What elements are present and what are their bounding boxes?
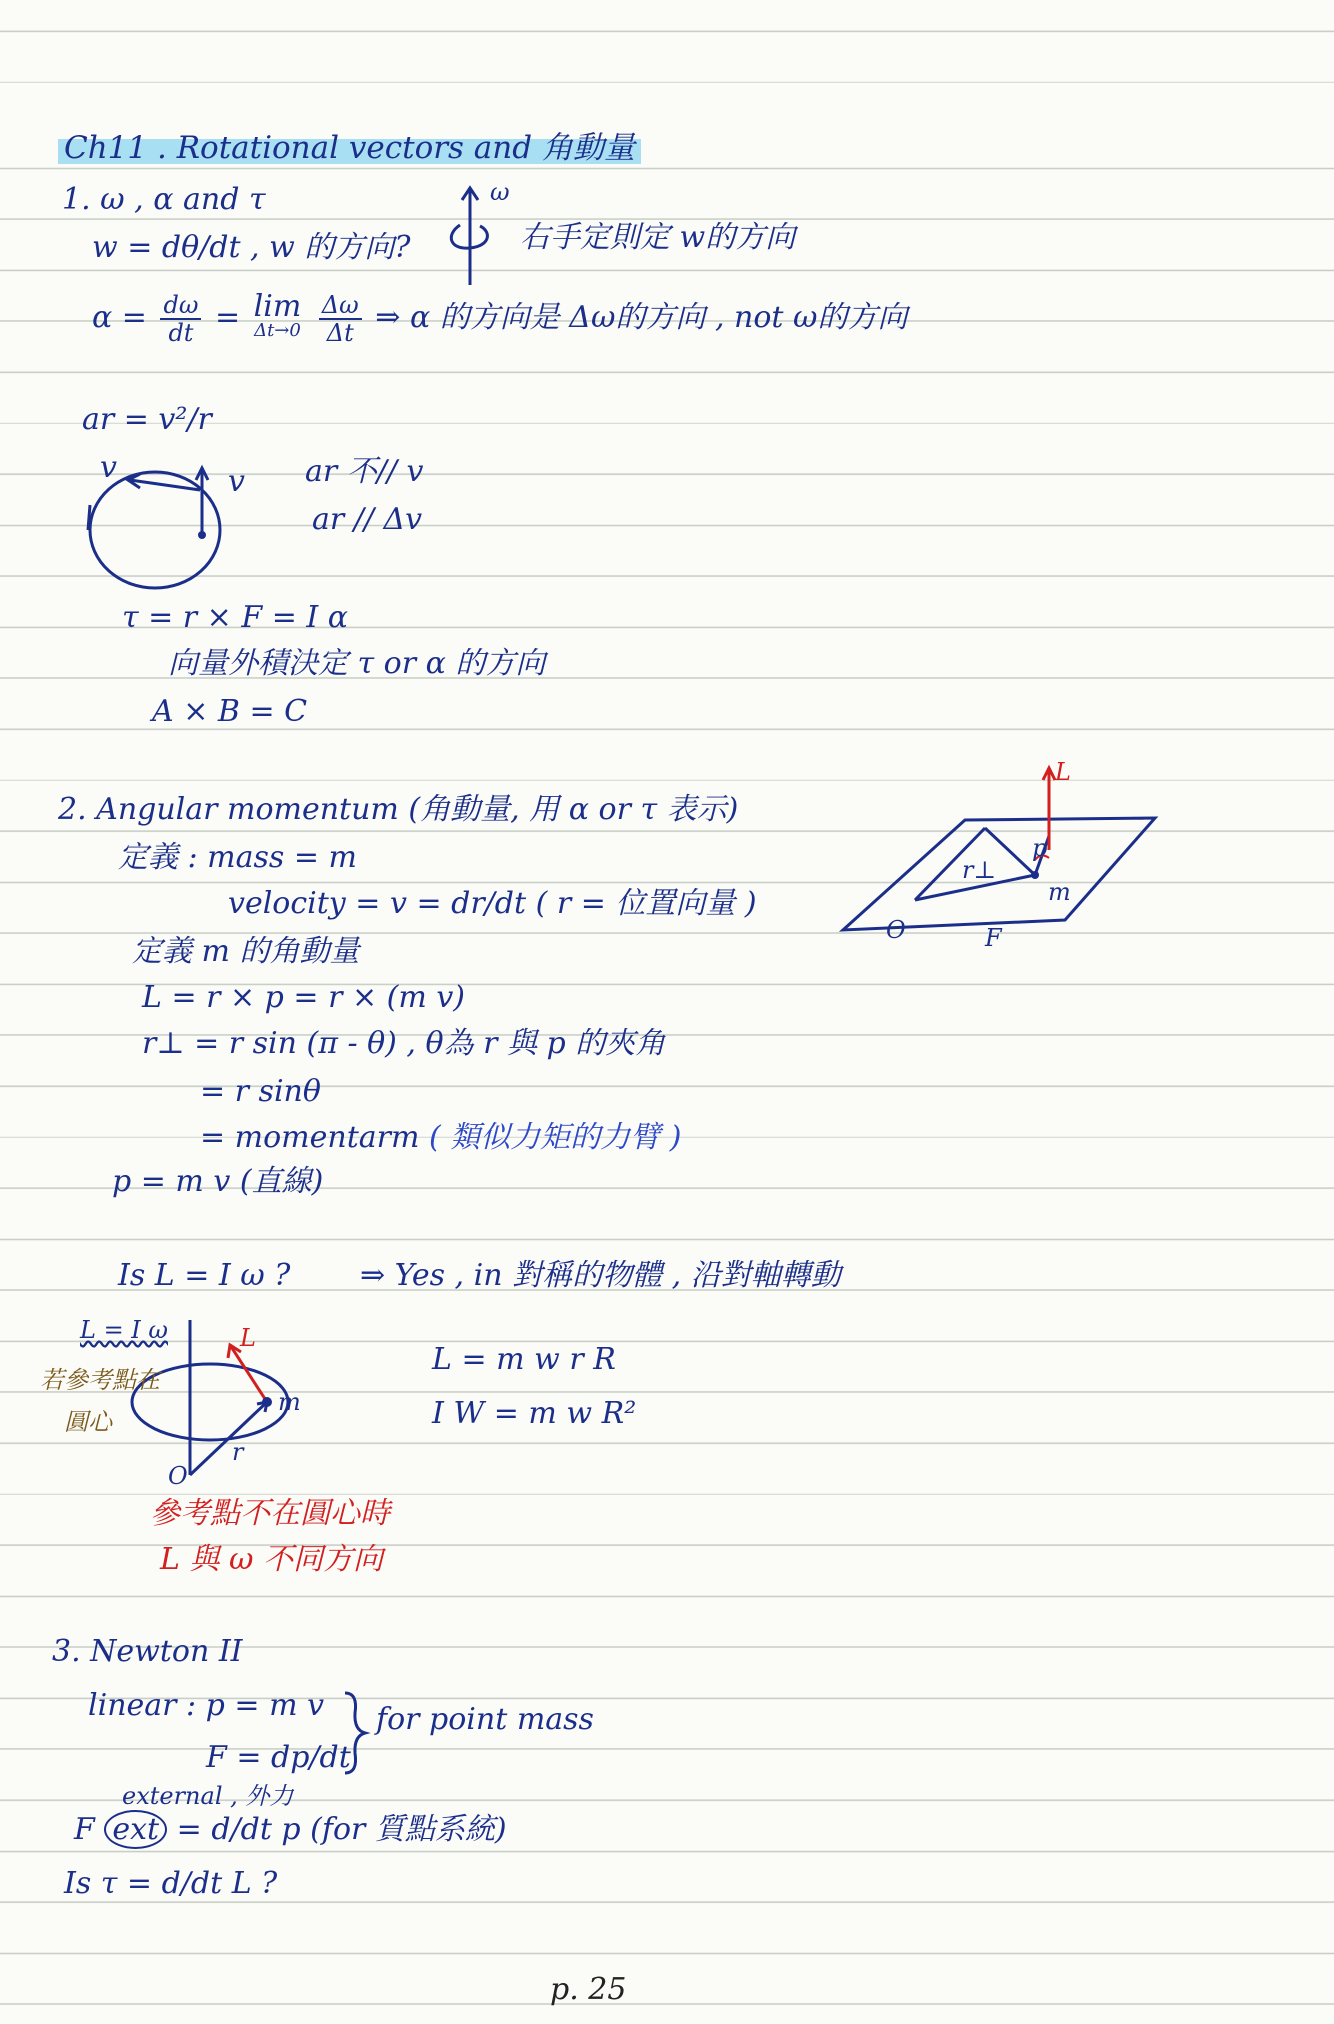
linear-momentum-line: linear : p = m v	[88, 1688, 325, 1723]
r-sin-theta: = r sinθ	[200, 1074, 321, 1109]
point-mass-note: for point mass	[376, 1702, 594, 1737]
velocity-label-left: v	[100, 450, 117, 485]
velocity-label-right: v	[228, 464, 245, 499]
mass-definition: 定義 : mass = m	[118, 840, 357, 875]
ar-parallel-dv: ar // Δv	[312, 502, 423, 537]
radial-acceleration: ar = v²/r	[82, 402, 212, 437]
orbit-O-label: O	[168, 1462, 188, 1490]
diagram-F-label: F	[985, 924, 1002, 952]
force-dp-dt: F = dp/dt	[206, 1740, 351, 1775]
brace	[340, 1688, 370, 1778]
reference-point-note-2: 圓心	[64, 1408, 112, 1436]
diagram-L-label: L	[1055, 758, 1071, 786]
reference-point-note-1: 若參考點在	[40, 1366, 160, 1394]
cross-product-example: A × B = C	[152, 694, 308, 729]
L-mwrR-equation: L = m w r R	[432, 1342, 616, 1377]
diagram-r-perp-label: r⊥	[962, 856, 997, 884]
section-3-heading: 3. Newton II	[52, 1634, 243, 1669]
velocity-definition: velocity = v = dr/dt ( r = 位置向量 )	[228, 886, 757, 921]
right-hand-rule-icon	[440, 180, 500, 290]
cross-product-note: 向量外積決定 τ or α 的方向	[168, 646, 546, 681]
orbit-r-label: r	[232, 1438, 244, 1466]
is-tau-dL-dt: Is τ = d/dt L ?	[64, 1866, 278, 1901]
angular-momentum-equation: L = r × p = r × (m v)	[142, 980, 465, 1015]
Iw-mwR2-equation: I W = m w R²	[432, 1396, 637, 1431]
r-perp-equation: r⊥ = r sin (π - θ) , θ為 r 與 p 的夾角	[142, 1026, 666, 1061]
diagram-m-label: m	[1048, 878, 1071, 906]
is-L-equal-Iw: Is L = I ω ?	[118, 1258, 291, 1293]
right-hand-rule-note: 右手定則定 w的方向	[520, 220, 796, 255]
orbit-m-label: m	[278, 1388, 301, 1416]
page-number: p. 25	[550, 1972, 627, 2007]
moment-arm-line: = momentarm ( 類似力矩的力臂 )	[200, 1120, 682, 1155]
external-force-equation: F ext = d/dt p (for 質點系統)	[74, 1812, 507, 1847]
angular-momentum-definition: 定義 m 的角動量	[132, 934, 360, 969]
torque-definition: τ = r × F = I α	[122, 600, 349, 635]
side-equation: L = I ω	[80, 1316, 168, 1344]
symmetric-body-note: ⇒ Yes , in 對稱的物體 , 沿對軸轉動	[360, 1258, 841, 1293]
ar-not-parallel-v: ar 不// v	[305, 454, 424, 489]
section-1-heading: 1. ω , α and τ	[62, 182, 266, 217]
diagram-O-label: O	[886, 916, 906, 944]
diagram-p-label: p	[1032, 834, 1048, 862]
red-note-line-2: L 與 ω 不同方向	[160, 1542, 383, 1577]
omega-axis-label: ω	[490, 178, 510, 206]
orbit-L-label: L	[240, 1324, 256, 1352]
page-title: Ch11 . Rotational vectors and 角動量	[58, 128, 641, 168]
red-note-line-1: 參考點不在圓心時	[150, 1496, 390, 1531]
linear-momentum-equation: p = m v (直線)	[112, 1164, 324, 1199]
external-force-note: external , 外力	[122, 1782, 294, 1810]
alpha-definition: α = $\frac{d\omega}{dt}$ = lim Δt→0 $\frac{\Delta\omega}{\Delta t}$ ⇒ α 的方向是 Δω的方向 , not ω的方向	[92, 289, 908, 347]
omega-definition: w = dθ/dt , w 的方向?	[92, 230, 411, 265]
section-2-heading: 2. Angular momentum (角動量, 用 α or τ 表示)	[58, 792, 739, 827]
